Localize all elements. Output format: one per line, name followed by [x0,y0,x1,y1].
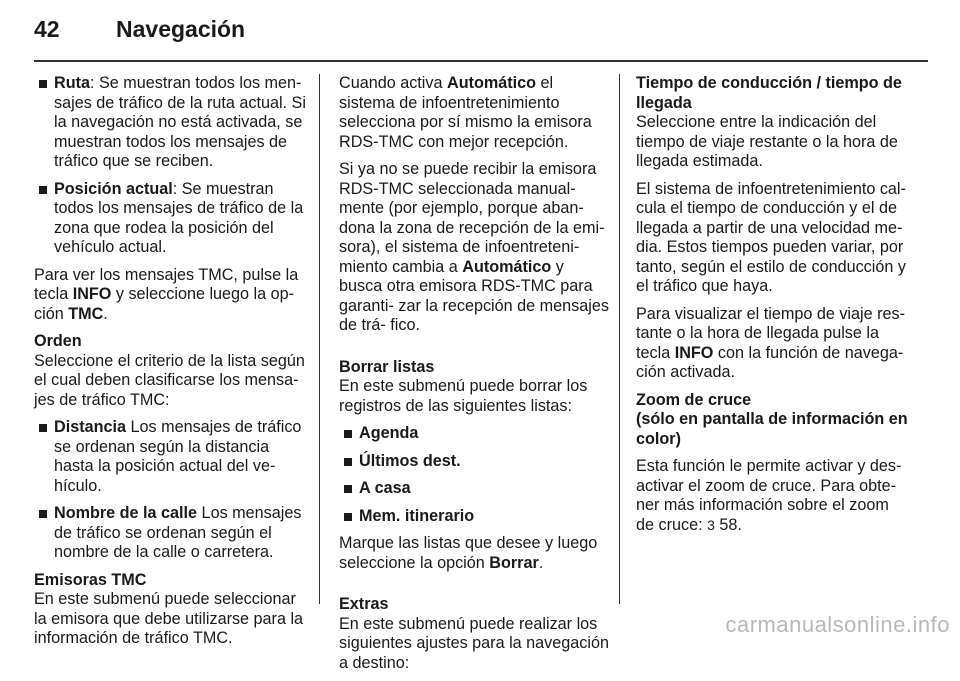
option-tmc: TMC [68,304,104,323]
list-item-mem-itinerario [339,507,611,527]
option-automatico: Automático [462,257,552,276]
bullet-square-icon [344,458,352,466]
heading-emisoras-tmc: Emisoras TMC [34,570,147,589]
term-nombre-calle: Nombre de la calle [54,504,198,522]
key-info: INFO [72,285,112,303]
bullet-square-icon [39,80,47,88]
page-reference-arrow-icon: 3 [707,516,715,533]
spacer [339,581,611,595]
text: Esta función le permite activar y des- activar el zoom de cruce. Para obte- ner más información sobre el zoom de cruce: [636,457,902,534]
watermark: carmanualsonline.info [725,612,950,637]
list-item-nombre-calle [34,504,306,563]
bullet-square-icon [344,513,352,521]
column-divider-2 [619,74,620,604]
page-number: 42 [34,16,60,42]
paragraph-automatico [339,74,611,152]
key-info: INFO [674,343,714,362]
text-distancia: Los mensajes de tráfico se ordenan según la distancia hasta la posición actual del ve- hículo. [54,418,302,495]
heading-zoom-cruce: Zoom de cruce [636,390,752,409]
bullet-square-icon [39,186,47,194]
page-title: Navegación [116,16,246,42]
term-ruta: Ruta [54,74,90,92]
spacer [339,344,611,358]
text: . [538,553,544,572]
bullet-square-icon [39,424,47,432]
paragraph-orden: Seleccione el criterio de la lista según el cual deben clasificarse los mensa- jes de tráfico TMC: [34,351,305,409]
list-item-agenda [339,424,611,444]
bullet-square-icon [344,485,352,493]
text-nombre-calle: Los mensajes de tráfico se ordenan según el nombre de la calle o carretera. [54,504,302,561]
term-distancia: Distancia [54,418,126,436]
page-header [0,0,960,64]
list-item-distancia [34,418,306,496]
text: Si ya no se puede recibir la emisora RDS-TMC seleccionada manual- mente (por ejemplo, porque aban- dona la zona de recepción de la emi- sora), el sistema de infoentreteni- miento cambia a [339,160,605,276]
list-item-ruta [34,74,306,172]
term-mem-itinerario: Mem. itinerario [359,506,475,525]
list-item-posicion-actual [34,180,306,258]
column-1 [34,74,306,657]
heading-borrar-listas: Borrar listas [339,357,435,376]
paragraph-extras: En este submenú puede realizar los siguientes ajustes para la navegación a destino: [339,614,609,672]
bullet-square-icon [39,510,47,518]
paragraph-zoom-cruce [636,457,908,535]
bullet-square-icon [344,430,352,438]
option-borrar: Borrar [489,553,539,572]
list-item-ultimos-dest [339,452,611,472]
term-posicion-actual: Posición actual [54,179,173,198]
term-ultimos-dest: Últimos dest. [359,451,461,470]
text: Marque las listas que desee y luego seleccione la opción [339,534,598,572]
term-agenda: Agenda [359,424,419,442]
text: con la función de navega- ción activada. [636,343,904,381]
option-automatico: Automático [447,74,537,92]
heading-orden: Orden [34,332,82,350]
text: y seleccione luego la op- ción [34,285,295,323]
text: Cuando activa [339,74,447,92]
subheading-zoom-cruce: (sólo en pantalla de información en color) [636,410,908,448]
column-2 [339,74,611,681]
paragraph-visualizar-tiempo [636,305,908,383]
text: y busca otra emisora RDS-TMC para garanti- zar la recepción de mensajes de trá- fico. [339,257,609,334]
column-3 [636,74,908,543]
paragraph-borrar-listas: En este submenú puede borrar los registros de las siguientes listas: [339,377,588,415]
paragraph-tiempo-conduccion: Seleccione entre la indicación del tiempo de viaje restante o la hora de llegada estimada. [636,113,898,170]
text: . [103,304,108,323]
heading-extras: Extras [339,595,389,613]
text-posicion-actual: : Se muestran todos los mensajes de tráfico de la zona que rodea la posición del vehículo actual. [54,179,304,256]
text: Para ver los mensajes TMC, pulse la tecla [34,265,299,303]
paragraph-ver-tmc [34,266,306,325]
text: Para visualizar el tiempo de viaje res- tante o la hora de llegada pulse la tecla [636,304,906,362]
column-divider-1 [319,74,320,604]
header-rule [34,60,928,62]
paragraph-calculo-tiempo: El sistema de infoentretenimiento cal- cula el tiempo de conducción y el de llegada a partir de una velocidad me- dia. Estos tiempos pueden variar, por tanto, según el estilo de conducción y el tráfico que haya. [636,179,906,295]
list-item-a-casa [339,479,611,499]
heading-tiempo-conduccion: Tiempo de conducción / tiempo de llegada [636,74,902,112]
paragraph-rds-tmc [339,160,611,336]
term-a-casa: A casa [359,479,411,497]
text: el sistema de infoentretenimiento selecciona por sí mismo la emisora RDS-TMC con mejor recepción. [339,74,592,151]
text-ruta: : Se muestran todos los men- sajes de tráfico de la ruta actual. Si la navegación no está activada, se muestran todos los mensajes de tráfico que se reciben. [54,74,306,170]
text: 58. [714,515,742,534]
paragraph-emisoras-tmc: En este submenú puede seleccionar la emisora que debe utilizarse para la información de tráfico TMC. [34,590,304,647]
paragraph-marque-listas [339,534,611,573]
